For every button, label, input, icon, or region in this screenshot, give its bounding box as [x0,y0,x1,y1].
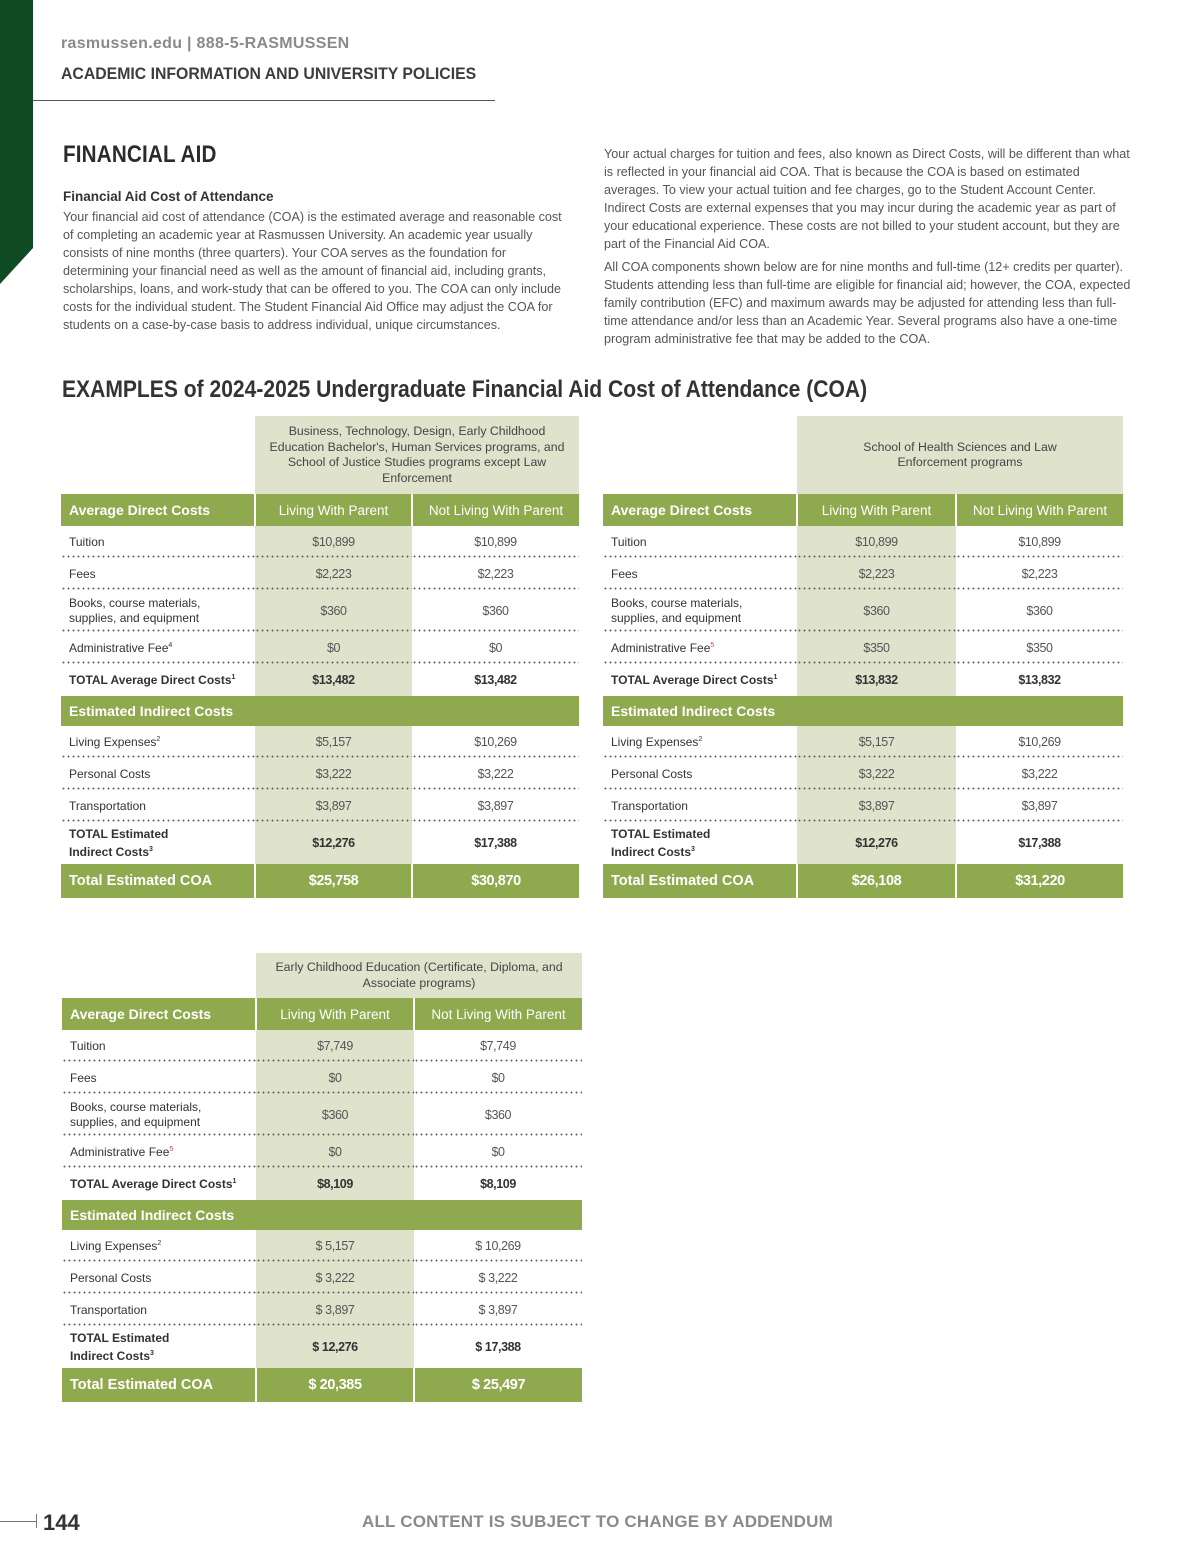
row-label-books-text: Books, course materials, supplies, and equipment [611,596,743,625]
cell-value: $13,832 [1018,673,1061,687]
living-label-text: Living Expenses [611,735,699,749]
cell-value: $ 12,276 [256,1326,414,1368]
table-row [603,590,1123,632]
cell-value: $ 5,157 [256,1230,414,1262]
table-row [61,726,579,758]
row-label-total-indirect [62,1326,256,1368]
cell-value: $0 [255,632,412,664]
footnote-mark: 4 [168,642,173,649]
program-heading: Business, Technology, Design, Early Childhood Education Bachelor's, Human Services programs, and School of Justice Studies programs except Law Enforcement [255,416,579,494]
footnote-mark: 5 [169,1146,174,1153]
cell-value: $12,276 [797,822,956,864]
cell-value: $350 [956,632,1123,664]
cell-value: $30,870 [412,864,579,898]
row-label-total-coa: Total Estimated COA [603,864,797,898]
coa-table-business [61,416,579,898]
cell-value: $26,108 [797,864,956,898]
cell-value: $360 [797,590,956,632]
table-row [61,526,579,558]
row-label-total-direct [61,664,255,696]
cell-value: $5,157 [797,726,956,758]
footer-tick [36,1514,37,1528]
table-row-total-indirect [603,822,1123,864]
footnote-mark: 5 [710,642,715,649]
cell-value: $360 [256,1094,414,1136]
cell-value: $360 [255,590,412,632]
footnote-mark: 1 [231,674,236,681]
coa-table-health-sciences [603,416,1123,898]
brand-sidebar-point [0,248,33,284]
row-label-transport: Transportation [603,790,797,822]
table-row-total-coa [61,864,579,898]
row-label-total-coa: Total Estimated COA [62,1368,256,1402]
table-row [603,632,1123,664]
row-label-admin [62,1136,256,1168]
cell-value: $350 [797,632,956,664]
cell-value: $2,223 [956,558,1123,590]
table-row [603,758,1123,790]
cell-value: $3,222 [797,758,956,790]
row-label-total-coa: Total Estimated COA [61,864,255,898]
col-not-living-with-parent: Not Living With Parent [412,494,579,526]
paragraph-coa: Your financial aid cost of attendance (COA) is the estimated average and reasonable cost of completing an academic year at Rasmussen University. An academic year usually consists of nine months (three quarters). Your COA serves as the foundation for determining your financial need as well as the amount of financial aid, including grants, scholarships, loans, and work-study that can be offered to you. The COA can only include costs for the individual student. The Student Financial Aid Office may adjust the COA for students on a case-by-case basis to address individual, unique circumstances. [63,210,562,332]
cell-value: $3,222 [956,758,1123,790]
row-label-personal: Personal Costs [61,758,255,790]
row-label-personal: Personal Costs [62,1262,256,1294]
row-label-living [62,1230,256,1262]
cell-value: $ 3,897 [414,1294,582,1326]
cell-value: $10,899 [956,526,1123,558]
cell-value: $3,897 [255,790,412,822]
table-row-total-direct [62,1168,582,1200]
subheading: Financial Aid Cost of Attendance [63,189,274,204]
cell-value: $3,222 [255,758,412,790]
footnote-mark: 2 [157,1240,162,1247]
cell-value: $7,749 [256,1030,414,1062]
cell-value: $7,749 [414,1030,582,1062]
row-label-fees: Fees [61,558,255,590]
cell-value: $5,157 [255,726,412,758]
table-row-total-direct [61,664,579,696]
table-row-total-coa [62,1368,582,1402]
row-label-total-indirect [603,822,797,864]
cell-value: $31,220 [956,864,1123,898]
row-label-transport: Transportation [62,1294,256,1326]
total-direct-text: TOTAL Average Direct Costs [69,673,232,687]
cell-value: $3,897 [412,790,579,822]
indirect-header: Estimated Indirect Costs [62,1200,582,1230]
table-corner [603,416,797,494]
table-row [62,1062,582,1094]
table-row [61,632,579,664]
col-living-with-parent: Living With Parent [797,494,956,526]
section-title: ACADEMIC INFORMATION AND UNIVERSITY POLICIES [61,64,477,83]
footnote-mark: 3 [149,845,153,853]
row-label-total-indirect [61,822,255,864]
cell-value: $360 [956,590,1123,632]
row-label-books [603,590,797,632]
cell-value: $8,109 [480,1177,516,1191]
page-title: FINANCIAL AID [63,141,217,168]
footnote-mark: 1 [232,1178,237,1185]
cell-value: $17,388 [474,836,517,850]
admin-label-text: Administrative Fee [69,641,169,655]
table-row [603,526,1123,558]
table-row [603,790,1123,822]
examples-title: EXAMPLES of 2024-2025 Undergraduate Financial Aid Cost of Attendance (COA) [62,376,868,403]
footnote-mark: 1 [773,674,778,681]
row-label-transport: Transportation [61,790,255,822]
cell-value: $360 [412,590,579,632]
living-label-text: Living Expenses [69,735,157,749]
col-not-living-with-parent: Not Living With Parent [414,998,582,1030]
table-row-total-direct [603,664,1123,696]
cell-value: $3,897 [797,790,956,822]
admin-label-text: Administrative Fee [611,641,711,655]
cell-value: $ 3,897 [256,1294,414,1326]
living-label-text: Living Expenses [70,1239,158,1253]
page-number: 144 [43,1510,80,1535]
cell-value: $ 3,222 [256,1262,414,1294]
table-corner [62,953,256,998]
paragraph-direct-costs: Your actual charges for tuition and fees, also known as Direct Costs, will be different than what is reflected in your financial aid COA. That is because the COA is based on estimated averages. To view your actual tuition and fee charges, go to the Student Account Center. Indirect Costs are external expenses that you may incur during the academic year as part of your educational experience. These costs are not billed to your student account, but they are part of the Financial Aid COA. [604,147,1130,251]
total-direct-text: TOTAL Average Direct Costs [70,1177,233,1191]
cell-value: $10,269 [412,726,579,758]
total-indirect-text: TOTAL Estimated Indirect Costs [69,826,169,859]
cell-value: $ 20,385 [256,1368,414,1402]
cell-value: $ 25,497 [414,1368,582,1402]
row-label-tuition: Tuition [61,526,255,558]
cell-value: $13,482 [255,664,412,696]
table-row [62,1262,582,1294]
cell-value: $10,269 [956,726,1123,758]
row-label-admin [603,632,797,664]
row-label-books [61,590,255,632]
program-heading: Early Childhood Education (Certificate, Diploma, and Associate programs) [256,953,582,998]
cell-value: $ 10,269 [414,1230,582,1262]
footer-rule [0,1521,36,1522]
cell-value: $13,832 [797,664,956,696]
row-label-fees: Fees [62,1062,256,1094]
table-row [62,1030,582,1062]
table-row [62,1294,582,1326]
cell-value: $2,223 [797,558,956,590]
row-label-admin [61,632,255,664]
cell-value: $12,276 [255,822,412,864]
footnote-mark: 2 [156,736,161,743]
row-label-tuition: Tuition [603,526,797,558]
cell-value: $0 [414,1136,582,1168]
table-row [603,726,1123,758]
program-heading: School of Health Sciences and Law Enforcement programs [797,416,1123,494]
row-label-fees: Fees [603,558,797,590]
total-indirect-text: TOTAL Estimated Indirect Costs [70,1330,170,1363]
table-row [61,558,579,590]
row-label-living [603,726,797,758]
row-label-living [61,726,255,758]
cell-value: $13,482 [474,673,517,687]
table-row [61,790,579,822]
cell-value: $0 [412,632,579,664]
avg-direct-header: Average Direct Costs [603,494,797,526]
table-row-total-indirect [62,1326,582,1368]
total-indirect-wrap [70,1331,190,1364]
table-row [61,758,579,790]
total-direct-text: TOTAL Average Direct Costs [611,673,774,687]
table-corner [61,416,255,494]
cell-value: $25,758 [255,864,412,898]
paragraph-components: All COA components shown below are for nine months and full-time (12+ credits per quarter). Students attending less than full-time are eligible for financial aid; however, the COA, expected family contribution (EFC) and maximum awards may be adjusted for attending less than full-time attendance and/or less than an Academic Year. Several programs also have a one-time program administrative fee that may be added to the COA. [604,260,1131,346]
row-label-books-text: Books, course materials, supplies, and equipment [69,596,201,625]
footnote-mark: 2 [698,736,703,743]
admin-label-text: Administrative Fee [70,1145,170,1159]
cell-value: $ 3,222 [414,1262,582,1294]
cell-value: $0 [256,1136,414,1168]
footnote-mark: 3 [691,845,695,853]
total-indirect-wrap [69,827,189,860]
brand-sidebar [0,0,33,248]
table-row [62,1230,582,1262]
cell-value: $ 17,388 [475,1340,521,1354]
indirect-header: Estimated Indirect Costs [61,696,579,726]
cell-value: $10,899 [412,526,579,558]
cell-value: $360 [414,1094,582,1136]
col-living-with-parent: Living With Parent [256,998,414,1030]
cell-value: $2,223 [412,558,579,590]
row-label-books-text: Books, course materials, supplies, and equipment [70,1100,202,1129]
cell-value: $17,388 [1018,836,1061,850]
cell-value: $8,109 [256,1168,414,1200]
row-label-total-direct [603,664,797,696]
col-living-with-parent: Living With Parent [255,494,412,526]
cell-value: $3,222 [412,758,579,790]
row-label-tuition: Tuition [62,1030,256,1062]
indirect-header: Estimated Indirect Costs [603,696,1123,726]
cell-value: $10,899 [797,526,956,558]
cell-value: $0 [414,1062,582,1094]
footer-notice: ALL CONTENT IS SUBJECT TO CHANGE BY ADDENDUM [362,1512,833,1531]
avg-direct-header: Average Direct Costs [62,998,256,1030]
total-indirect-text: TOTAL Estimated Indirect Costs [611,826,711,859]
table-row [62,1136,582,1168]
table-row-total-indirect [61,822,579,864]
table-row [61,590,579,632]
header-rule [33,100,495,101]
coa-table-early-childhood [62,953,582,1402]
cell-value: $3,897 [956,790,1123,822]
footnote-mark: 3 [150,1349,154,1357]
avg-direct-header: Average Direct Costs [61,494,255,526]
cell-value: $10,899 [255,526,412,558]
total-indirect-wrap [611,827,731,860]
site-contact: rasmussen.edu | 888-5-RASMUSSEN [61,35,350,52]
row-label-books [62,1094,256,1136]
table-row [62,1094,582,1136]
table-row-total-coa [603,864,1123,898]
cell-value: $0 [256,1062,414,1094]
table-row [603,558,1123,590]
col-not-living-with-parent: Not Living With Parent [956,494,1123,526]
row-label-total-direct [62,1168,256,1200]
cell-value: $2,223 [255,558,412,590]
row-label-personal: Personal Costs [603,758,797,790]
